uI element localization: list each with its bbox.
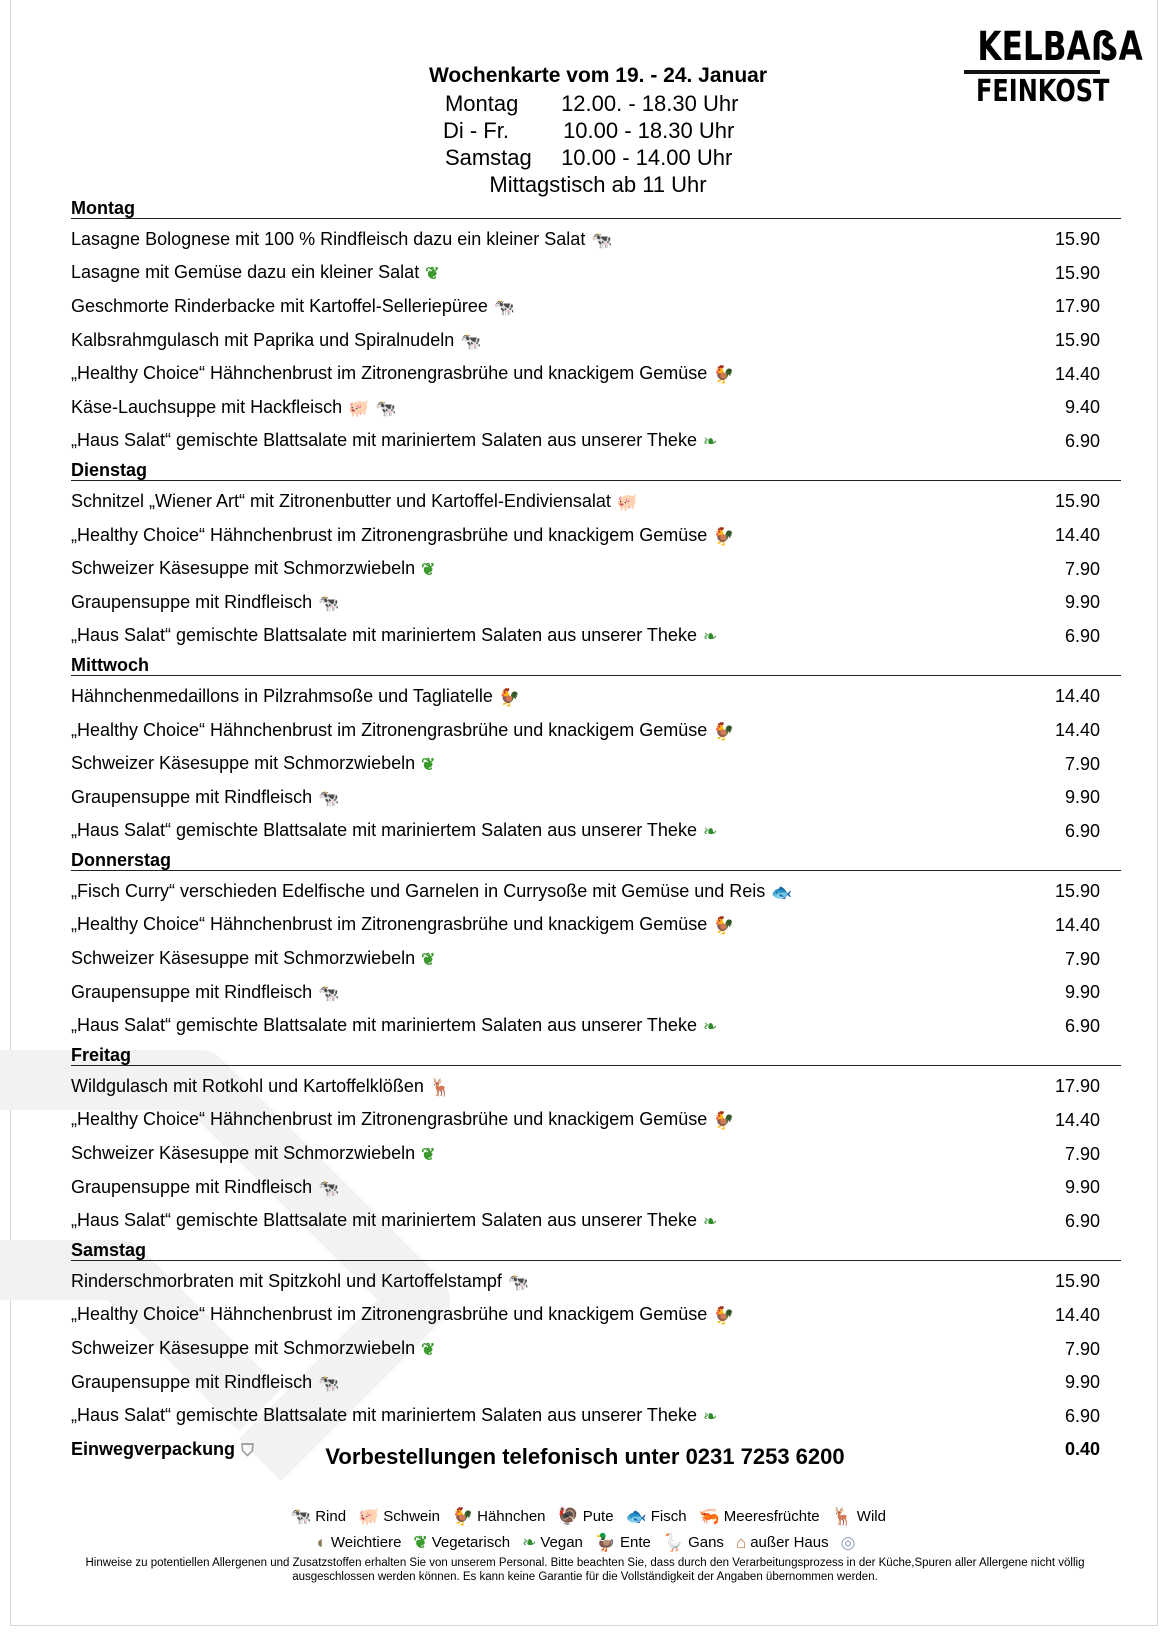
dish-text: Graupensuppe mit Rindfleisch: [71, 981, 313, 1002]
dish-text: Graupensuppe mit Rindfleisch: [71, 1176, 313, 1197]
legend-entry: [407, 1533, 510, 1553]
menu-item: [71, 942, 1121, 976]
dish-name: [71, 625, 717, 647]
dish-price: 9.40: [1064, 397, 1100, 418]
menu-item: [71, 781, 1121, 815]
dish-text: „Haus Salat“ gemischte Blattsalate mit mariniertem Salaten aus unserer Theke: [71, 430, 697, 451]
legend-label: Fisch: [650, 1508, 687, 1525]
dish-name: [71, 592, 339, 614]
dish-price: 17.90: [1054, 1076, 1100, 1097]
legend-entry: [552, 1507, 614, 1527]
herb-icon: ❧: [702, 1212, 718, 1232]
legend-entry: [589, 1533, 651, 1553]
dish-name: [71, 397, 396, 419]
cow-icon: 🐄: [460, 331, 482, 351]
menu-item: [71, 586, 1121, 620]
dish-text: „Haus Salat“ gemischte Blattsalate mit mariniertem Salaten aus unserer Theke: [71, 1210, 697, 1231]
dish-price: 15.90: [1054, 491, 1100, 512]
dish-name: [71, 787, 339, 809]
chicken-icon: 🐓: [498, 687, 521, 707]
hours-row: [300, 117, 896, 144]
fish-icon: 🐟: [771, 882, 793, 902]
legend-entry: [311, 1533, 402, 1553]
menu-item: [71, 714, 1121, 748]
cow-icon: 🐄: [318, 1178, 340, 1198]
dish-price: 15.90: [1054, 262, 1100, 283]
chicken-icon: 🐓: [451, 1507, 474, 1526]
menu-item: [71, 391, 1121, 425]
legend-label: Vegetarisch: [431, 1534, 511, 1551]
legend-label: Hähnchen: [477, 1508, 546, 1525]
menu-item: [71, 1104, 1121, 1138]
dish-price: 9.90: [1064, 1372, 1100, 1393]
menu-item: [71, 1204, 1121, 1238]
legend-row: [0, 1533, 1170, 1553]
legend-label: Meeresfrüchte: [723, 1508, 820, 1525]
dish-text: Schweizer Käsesuppe mit Schmorzwiebeln: [71, 1143, 416, 1164]
sprout-icon: ❦: [421, 560, 436, 580]
cow-icon: 🐄: [318, 788, 340, 808]
dish-name: [71, 491, 638, 513]
day-heading: Mittwoch: [71, 653, 1121, 676]
dish-price: 9.90: [1064, 1177, 1100, 1198]
dish-text: Schnitzel „Wiener Art“ mit Zitronenbutter und Kartoffel-Endiviensalat: [71, 490, 611, 511]
legend-entry: [284, 1507, 346, 1527]
dish-price: 7.90: [1064, 948, 1100, 969]
dish-name: [71, 330, 481, 352]
dish-text: Graupensuppe mit Rindfleisch: [71, 591, 313, 612]
menu-item: [71, 519, 1121, 553]
menu-item: [71, 1137, 1121, 1171]
menu-item: [71, 1171, 1121, 1205]
menu-item: [71, 1070, 1121, 1104]
day-heading: Samstag: [71, 1238, 1121, 1261]
dish-text: „Healthy Choice“ Hähnchenbrust im Zitronengrasbrühe und knackigem Gemüse: [71, 719, 708, 740]
hours-day: Di - Fr.: [442, 118, 509, 143]
dish-name: [71, 1405, 717, 1427]
legend-entry: [620, 1507, 687, 1527]
dish-text: „Healthy Choice“ Hähnchenbrust im Zitronengrasbrühe und knackigem Gemüse: [71, 1109, 708, 1130]
menu-item: [71, 815, 1121, 849]
dish-price: 6.90: [1064, 1015, 1100, 1036]
logo-brand: KELBAẞA: [977, 24, 1143, 70]
duck-icon: 🦆: [594, 1533, 617, 1552]
legend-label: Ente: [620, 1534, 651, 1551]
dish-name: [71, 430, 717, 452]
dish-price: 15.90: [1054, 881, 1100, 902]
sprout-icon: ❦: [413, 1533, 428, 1552]
dish-text: Schweizer Käsesuppe mit Schmorzwiebeln: [71, 558, 416, 579]
dish-name: [71, 296, 515, 318]
dish-name: [71, 820, 717, 842]
dish-text: „Healthy Choice“ Hähnchenbrust im Zitronengrasbrühe und knackigem Gemüse: [71, 363, 708, 384]
dish-name: [71, 1372, 339, 1394]
menu-item: [71, 485, 1121, 519]
dish-price: 14.40: [1054, 1304, 1100, 1325]
cow-icon: 🐄: [318, 593, 340, 613]
herb-icon: ❧: [702, 627, 718, 647]
dish-price: 6.90: [1064, 430, 1100, 451]
dish-name: [71, 363, 734, 385]
dish-price: 6.90: [1064, 820, 1100, 841]
herb-icon: ❧: [702, 432, 718, 452]
menu-item: [71, 1009, 1121, 1043]
cow-icon: 🐄: [591, 230, 613, 250]
menu-item: [71, 552, 1121, 586]
cow-icon: 🐄: [290, 1507, 312, 1526]
logo-sub: FEINKOST: [976, 74, 1110, 109]
oyster-icon: ◐: [316, 1533, 327, 1552]
pig-icon: 🐖: [358, 1507, 380, 1526]
packaging-label: Einwegverpackung: [71, 1438, 236, 1459]
dish-name: [71, 229, 613, 251]
menu-title: Wochenkarte vom 19. - 24. Januar: [428, 64, 768, 87]
chicken-icon: 🐓: [713, 916, 735, 936]
dish-text: „Haus Salat“ gemischte Blattsalate mit mariniertem Salaten aus unserer Theke: [71, 820, 697, 841]
dish-text: „Fisch Curry“ verschieden Edelfische und Garnelen in Currysoße mit Gemüse und Reis: [71, 880, 766, 901]
legend-label: Pute: [582, 1508, 614, 1525]
dish-price: 9.90: [1064, 787, 1100, 808]
dish-price: 9.90: [1064, 592, 1100, 613]
dish-text: Käse-Lauchsuppe mit Hackfleisch: [71, 396, 343, 417]
pig-icon: 🐖: [616, 492, 639, 512]
dish-text: Lasagne mit Gemüse dazu ein kleiner Salat: [71, 262, 420, 283]
menu-item: [71, 425, 1121, 459]
dish-price: 15.90: [1054, 1271, 1100, 1292]
sprout-icon: ❦: [421, 950, 436, 970]
dish-text: Schweizer Käsesuppe mit Schmorzwiebeln: [71, 1338, 416, 1359]
dish-price: 6.90: [1064, 625, 1100, 646]
day-heading: Dienstag: [71, 458, 1121, 481]
dish-price: 7.90: [1064, 1338, 1100, 1359]
deer-icon: 🦌: [429, 1077, 452, 1097]
dish-price: 7.90: [1064, 753, 1100, 774]
chicken-icon: 🐓: [713, 365, 735, 385]
dish-price: 17.90: [1054, 296, 1100, 317]
dish-text: „Haus Salat“ gemischte Blattsalate mit mariniertem Salaten aus unserer Theke: [71, 625, 697, 646]
dish-text: Kalbsrahmgulasch mit Paprika und Spiralnudeln: [71, 329, 455, 350]
dish-price: 14.40: [1054, 525, 1100, 546]
dish-name: [71, 720, 734, 742]
dish-price: 14.40: [1054, 363, 1100, 384]
hours-row: [300, 90, 896, 117]
dish-price: 15.90: [1054, 229, 1100, 250]
hours-time: 10.00 - 14.00 Uhr: [561, 145, 733, 170]
dish-text: „Healthy Choice“ Hähnchenbrust im Zitronengrasbrühe und knackigem Gemüse: [71, 524, 708, 545]
dish-name: [71, 914, 734, 936]
allergen-note: Hinweise zu potentiellen Allergenen und Zusatzstoffen erhalten Sie von unserem Personal. Bitte beachten Sie, dass durch den Verarbeitungsprozess in der Küche,Spuren aller Allergene nicht völlig ausgeschlossen werden können. Es kann keine Garantie für die Vollständigkeit der Angaben übernommen werden.: [85, 1557, 1085, 1583]
menu-item: [71, 1399, 1121, 1433]
herb-icon: ❧: [702, 1017, 718, 1037]
dish-text: „Haus Salat“ gemischte Blattsalate mit mariniertem Salaten aus unserer Theke: [71, 1015, 697, 1036]
day-heading: Freitag: [71, 1043, 1121, 1066]
menu-item: [71, 620, 1121, 654]
dish-text: Geschmorte Rinderbacke mit Kartoffel-Selleriepüree: [71, 295, 488, 316]
dish-name: [71, 948, 435, 970]
dish-text: Lasagne Bolognese mit 100 % Rindfleisch dazu ein kleiner Salat: [71, 228, 586, 249]
sprout-icon: ❦: [421, 1340, 436, 1360]
dish-text: „Healthy Choice“ Hähnchenbrust im Zitronengrasbrühe und knackigem Gemüse: [71, 1304, 708, 1325]
dish-name: [71, 881, 792, 903]
menu-item: [71, 1332, 1121, 1366]
menu-item: [71, 1265, 1121, 1299]
sprout-icon: ❦: [421, 1145, 436, 1165]
hours-row: [300, 144, 896, 171]
sprout-icon: ❦: [421, 755, 436, 775]
chicken-icon: 🐓: [713, 526, 735, 546]
sprout-icon: ❦: [425, 264, 440, 284]
menu-item: [71, 747, 1121, 781]
takeout-cup-icon: ⛉: [241, 1440, 254, 1460]
day-heading: Donnerstag: [71, 848, 1121, 871]
legend-label: Gans: [688, 1534, 724, 1551]
legend-entry: [516, 1533, 583, 1553]
menu-item: [71, 875, 1121, 909]
dish-name: [71, 1109, 734, 1131]
legend-entry: [835, 1533, 860, 1553]
menu-item: [71, 257, 1121, 291]
dish-name: [71, 1177, 339, 1199]
legend-label: Weichtiere: [330, 1534, 402, 1551]
legend-label: Wild: [856, 1508, 886, 1525]
order-phone-note: Vorbestellungen telefonisch unter 0231 7253 6200: [325, 1444, 845, 1469]
day-heading: Montag: [71, 196, 1121, 219]
legend-entry: [657, 1533, 724, 1553]
dish-price: 14.40: [1054, 686, 1100, 707]
dish-name: [71, 1338, 435, 1360]
dish-price: 14.40: [1054, 1109, 1100, 1130]
brand-logo: [962, 24, 1143, 109]
plate-icon: ◎: [840, 1533, 856, 1552]
dish-name: [71, 558, 435, 580]
legend-label: Rind: [315, 1508, 347, 1525]
dish-price: 14.40: [1054, 914, 1100, 935]
hours-time: 10.00 - 18.30 Uhr: [563, 118, 735, 143]
dish-name: [71, 1271, 529, 1293]
turkey-icon: 🦃: [557, 1507, 579, 1526]
legend-entry: [446, 1507, 546, 1527]
dish-text: Schweizer Käsesuppe mit Schmorzwiebeln: [71, 753, 416, 774]
cow-icon: 🐄: [375, 398, 397, 418]
legend-entry: [693, 1507, 820, 1527]
shrimp-icon: 🦐: [698, 1507, 720, 1526]
menu-item: [71, 680, 1121, 714]
dish-price: 14.40: [1054, 720, 1100, 741]
dish-text: „Haus Salat“ gemischte Blattsalate mit mariniertem Salaten aus unserer Theke: [71, 1405, 697, 1426]
packaging-price: 0.40: [1064, 1439, 1100, 1460]
dish-price: 15.90: [1054, 330, 1100, 351]
menu-item: [71, 976, 1121, 1010]
dish-price: 7.90: [1064, 558, 1100, 579]
hours-time: 12.00. - 18.30 Uhr: [561, 91, 739, 116]
chicken-icon: 🐓: [713, 1306, 735, 1326]
legend-label: außer Haus: [750, 1534, 829, 1551]
menu-header: [300, 62, 896, 198]
dish-name: [71, 1015, 717, 1037]
chicken-icon: 🐓: [713, 1111, 735, 1131]
fish-icon: 🐟: [625, 1507, 647, 1526]
cow-icon: 🐄: [493, 297, 516, 317]
legend-entry: [730, 1533, 829, 1553]
dish-name: [71, 686, 520, 708]
dish-text: Wildgulasch mit Rotkohl und Kartoffelklößen: [71, 1075, 424, 1096]
legend-label: Schwein: [383, 1508, 440, 1525]
dish-text: Rinderschmorbraten mit Spitzkohl und Kartoffelstampf: [71, 1270, 502, 1291]
hours-day: Samstag: [444, 145, 532, 170]
dish-name: [71, 525, 734, 547]
menu-list: [71, 196, 1121, 1467]
goose-icon: 🪿: [662, 1533, 685, 1552]
dish-price: 6.90: [1064, 1405, 1100, 1426]
dish-name: [71, 1076, 451, 1098]
dish-text: Schweizer Käsesuppe mit Schmorzwiebeln: [71, 948, 416, 969]
menu-item: [71, 909, 1121, 943]
deer-icon: 🦌: [831, 1507, 853, 1526]
dish-text: „Healthy Choice“ Hähnchenbrust im Zitronengrasbrühe und knackigem Gemüse: [71, 914, 708, 935]
cow-icon: 🐄: [318, 1373, 340, 1393]
dish-name: [71, 1210, 717, 1232]
herb-icon: ❧: [702, 1407, 718, 1427]
pig-icon: 🐖: [348, 398, 370, 418]
menu-item: [71, 324, 1121, 358]
herb-icon: ❧: [702, 822, 718, 842]
legend-label: Vegan: [540, 1534, 583, 1551]
herb-icon: ❧: [522, 1533, 537, 1552]
legend-entry: [352, 1507, 440, 1527]
menu-item: [71, 1299, 1121, 1333]
menu-item: [71, 223, 1121, 257]
cow-icon: 🐄: [507, 1272, 530, 1292]
legend-row: [0, 1507, 1170, 1527]
dish-name: [71, 753, 435, 775]
dish-price: 7.90: [1064, 1143, 1100, 1164]
dish-price: 6.90: [1064, 1210, 1100, 1231]
chicken-icon: 🐓: [713, 721, 735, 741]
dish-name: [71, 262, 439, 284]
menu-item: [71, 1366, 1121, 1400]
takeout-house-icon: ⌂: [735, 1533, 747, 1552]
dish-text: Graupensuppe mit Rindfleisch: [71, 1371, 313, 1392]
lunch-note: Mittagstisch ab 11 Uhr: [489, 172, 707, 197]
dish-name: [71, 1143, 435, 1165]
dish-name: [71, 1304, 734, 1326]
menu-item: [71, 357, 1121, 391]
dish-text: Graupensuppe mit Rindfleisch: [71, 786, 313, 807]
dish-price: 9.90: [1064, 982, 1100, 1003]
dish-text: Hähnchenmedaillons in Pilzrahmsoße und Tagliatelle: [71, 685, 493, 706]
hours-day: Montag: [444, 91, 519, 116]
menu-item: [71, 290, 1121, 324]
dish-name: [71, 982, 339, 1004]
cow-icon: 🐄: [318, 983, 340, 1003]
legend-entry: [826, 1507, 886, 1527]
